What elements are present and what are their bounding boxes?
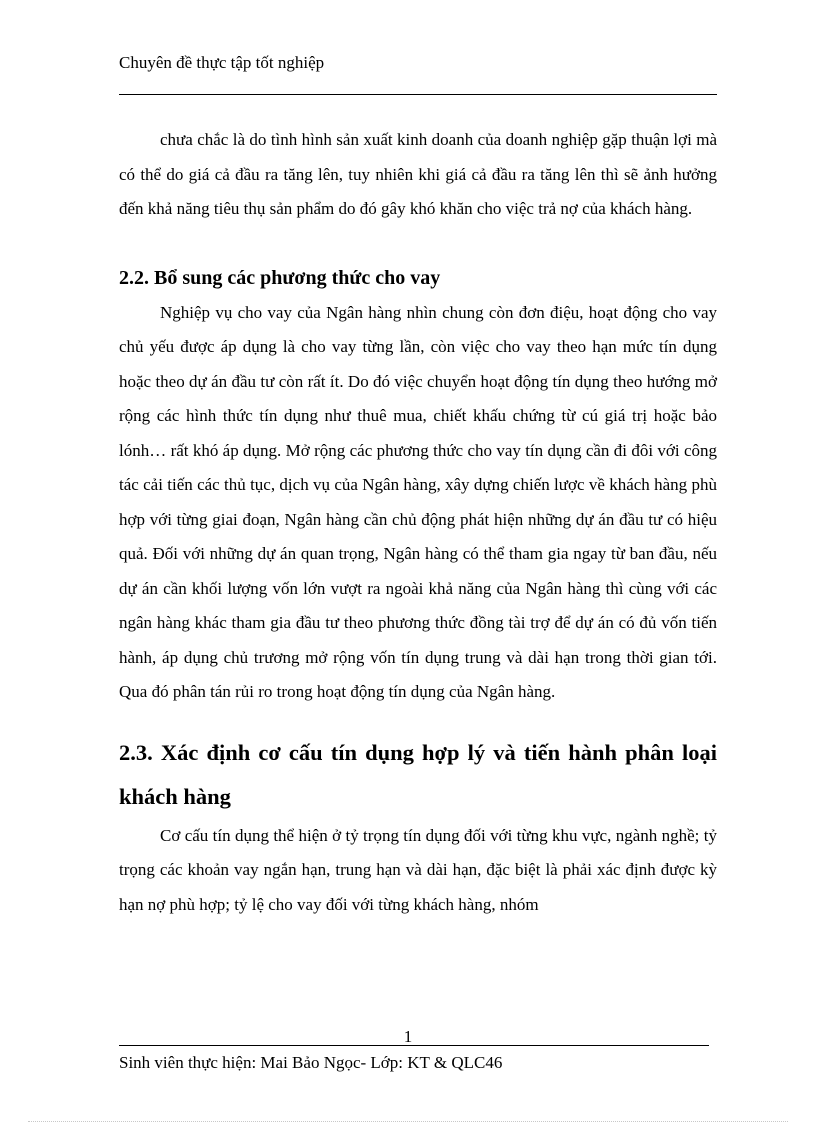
- header-rule: [119, 94, 717, 95]
- page-body: [119, 123, 717, 922]
- footer-rule: [119, 1045, 709, 1046]
- section-heading-2-2: 2.2. Bổ sung các phương thức cho vay: [119, 266, 441, 289]
- paragraph-credit-structure: Cơ cấu tín dụng thể hiện ở tỷ trọng tín dụng đối với từng khu vực, ngành nghề; tỷ trọng các khoản vay ngắn hạn, trung hạn và dài hạn, đặc biệt là phải xác định được kỳ hạn nợ phù hợp; tỷ lệ cho vay đối với từng khách hàng, nhóm: [119, 825, 717, 914]
- page-number: 1: [403, 1027, 413, 1046]
- paragraph-lending-methods: Nghiệp vụ cho vay của Ngân hàng nhìn chung còn đơn điệu, hoạt động cho vay chủ yếu được áp dụng là cho vay từng lần, còn việc cho vay theo hạn mức tín dụng hoặc theo dự án đầu tư còn rất ít. Do đó việc chuyển hoạt động tín dụng theo hướng mở rộng các hình thức tín dụng như thuê mua, chiết khấu chứng từ cú giá trị hoặc bảo lónh… rất khó áp dụng. Mở rộng các phương thức cho vay tín dụng cần đi đôi với công tác cải tiến các thủ tục, dịch vụ của Ngân hàng, xây dựng chiến lược về khách hàng phù hợp với từng giai đoạn, Ngân hàng cần chủ động phát hiện những dự án đầu tư có hiệu quả. Đối với những dự án quan trọng, Ngân hàng có thể tham gia ngay từ ban đầu, nếu dự án cần khối lượng vốn lớn vượt ra ngoài khả năng của Ngân hàng thì cùng với các ngân hàng khác tham gia đầu tư theo phương thức đồng tài trợ để dự án có đủ vốn tiến hành, áp dụng chủ trương mở rộng vốn tín dụng trung và dài hạn trong thời gian tới. Qua đó phân tán rủi ro trong hoạt động tín dụng của Ngân hàng.: [119, 302, 717, 701]
- section-heading-2-3: 2.3. Xác định cơ cấu tín dụng hợp lý và tiến hành phân loại khách hàng: [119, 739, 717, 809]
- page-header-title: Chuyên đề thực tập tốt nghiệp: [119, 53, 325, 72]
- page-bottom-dotted-border: [28, 1121, 788, 1122]
- footer-author: Sinh viên thực hiện: Mai Bảo Ngọc- Lớp: KT & QLC46: [119, 1053, 503, 1072]
- paragraph-continuation: chưa chắc là do tình hình sản xuất kinh doanh của doanh nghiệp gặp thuận lợi mà có thể do giá cả đầu ra tăng lên, tuy nhiên khi giá cả đầu ra tăng lên thì sẽ ảnh hưởng đến khả năng tiêu thụ sản phẩm do đó gây khó khăn cho việc trả nợ của khách hàng.: [119, 130, 717, 218]
